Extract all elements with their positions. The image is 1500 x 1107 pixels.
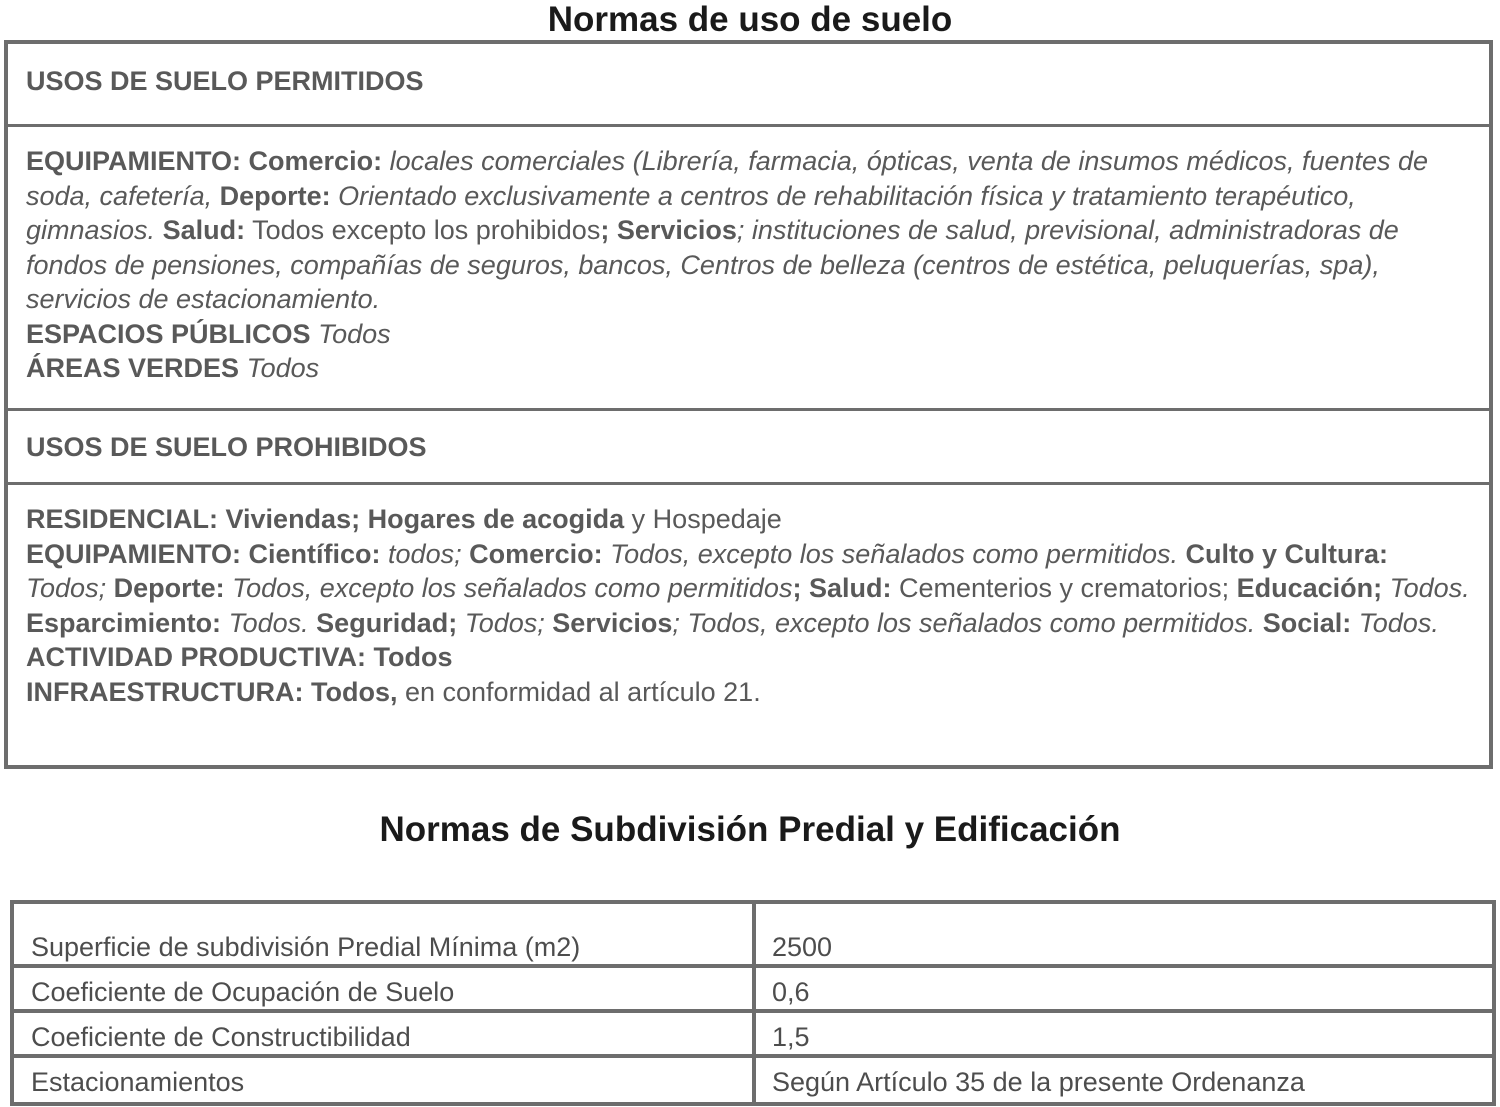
divider xyxy=(8,482,1489,485)
salud-text: Todos excepto los prohibidos xyxy=(252,215,601,245)
row-value: 2500 xyxy=(772,932,833,962)
permitidos-body xyxy=(8,144,1489,386)
subdivision-table xyxy=(10,900,1496,1106)
row-value: 1,5 xyxy=(772,1022,810,1052)
deporte-label: Deporte: xyxy=(219,180,331,211)
salud-label: ; Salud: xyxy=(792,573,892,603)
residencial-label: RESIDENCIAL: Viviendas; Hogares de acogida xyxy=(26,504,625,534)
prohibidos-header: USOS DE SUELO PROHIBIDOS xyxy=(26,432,427,462)
deporte-label: Deporte: xyxy=(113,573,225,603)
educacion-text: Todos. xyxy=(1389,573,1470,603)
divider xyxy=(8,408,1489,411)
deporte-text: Orientado exclusivamente a centros de rehabilitación física y tratamiento terapéutico, gimnasios. xyxy=(26,180,1356,245)
permitidos-header: USOS DE SUELO PERMITIDOS xyxy=(26,66,424,96)
row-label: Coeficiente de Ocupación de Suelo xyxy=(31,977,455,1007)
esparcimiento-label: Esparcimiento: xyxy=(26,607,222,638)
areas-verdes-text: Todos xyxy=(246,353,320,383)
servicios-label: ; Servicios xyxy=(600,215,737,245)
servicios-text: ; Todos, excepto los señalados como permitidos. xyxy=(672,607,1256,638)
divider xyxy=(8,124,1489,127)
actividad-productiva-label: ACTIVIDAD PRODUCTIVA: Todos xyxy=(26,642,453,672)
row-divider xyxy=(14,964,1492,968)
espacios-publicos-text: Todos xyxy=(318,318,391,349)
deporte-text: Todos, excepto los señalados como permitidos xyxy=(232,573,793,603)
row-label: Superficie de subdivisión Predial Mínima (m2) xyxy=(31,932,581,962)
areas-verdes-label: ÁREAS VERDES xyxy=(26,353,240,383)
salud-label: Salud: xyxy=(162,215,246,245)
comercio-label: Comercio: xyxy=(248,146,383,176)
row-divider xyxy=(14,1054,1492,1058)
social-text: Todos. xyxy=(1358,607,1439,638)
title-subdivision: Normas de Subdivisión Predial y Edificación xyxy=(379,810,1121,849)
culto-label: Culto y Cultura: xyxy=(1185,538,1388,569)
seguridad-label: Seguridad; xyxy=(316,607,458,638)
row-label: Coeficiente de Constructibilidad xyxy=(31,1022,411,1052)
row-label: Estacionamientos xyxy=(31,1067,245,1097)
espacios-publicos-label: ESPACIOS PÚBLICOS xyxy=(26,318,311,349)
column-divider xyxy=(752,904,756,1102)
title-uso-suelo: Normas de uso de suelo xyxy=(547,0,953,39)
row-value: 0,6 xyxy=(772,977,810,1007)
esparcimiento-text: Todos. xyxy=(228,607,309,638)
row-value: Según Artículo 35 de la presente Ordenanza xyxy=(772,1067,1305,1097)
prohibidos-body xyxy=(8,502,1489,709)
uso-suelo-table xyxy=(4,40,1493,769)
comercio-label: Comercio: xyxy=(469,538,603,569)
educacion-label: Educación; xyxy=(1236,573,1383,603)
infraestructura-text: en conformidad al artículo 21. xyxy=(404,676,761,707)
comercio-text: locales comerciales (Librería, farmacia, ópticas, venta de insumos médicos, fuentes de soda, cafetería, xyxy=(26,146,1429,211)
salud-text: Cementerios y crematorios; xyxy=(898,573,1230,603)
social-label: Social: xyxy=(1262,607,1352,638)
seguridad-text: Todos; xyxy=(464,607,545,638)
culto-text: Todos; xyxy=(26,573,107,603)
residencial-text: y Hospedaje xyxy=(631,504,782,534)
servicios-label: Servicios xyxy=(552,607,673,638)
cientifico-text: todos; xyxy=(388,538,462,569)
equipamiento-label: EQUIPAMIENTO: Científico: xyxy=(26,538,381,569)
equipamiento-label: EQUIPAMIENTO: xyxy=(26,146,242,176)
servicios-text: ; instituciones de salud, previsional, administradoras de fondos de pensiones, compañías de seguros, bancos, Centros de belleza (centros de estética, peluquerías, spa), servicios de estacionamiento. xyxy=(26,215,1399,314)
comercio-text: Todos, excepto los señalados como permitidos. xyxy=(610,538,1178,569)
infraestructura-label: INFRAESTRUCTURA: Todos, xyxy=(26,676,398,707)
row-divider xyxy=(14,1009,1492,1013)
